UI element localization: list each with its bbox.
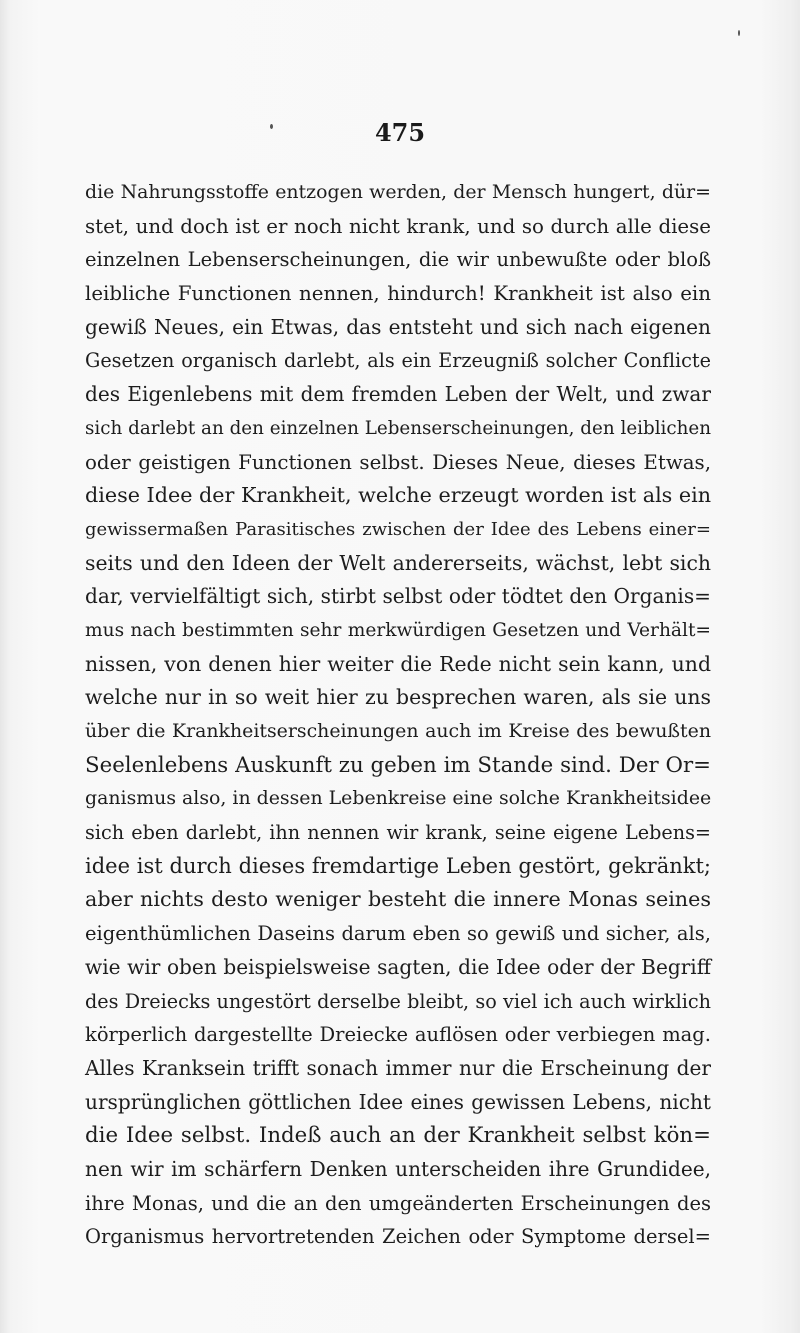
text-line: stet, und doch ist er noch nicht krank, und so durch alle diese (85, 214, 711, 238)
text-line: oder geistigen Functionen selbst. Dieses Neue, dieses Etwas, (85, 450, 711, 474)
text-line: diese Idee der Krankheit, welche erzeugt worden ist als ein (85, 483, 712, 508)
text-line: mus nach bestimmten sehr merkwürdigen Gesetzen und Verhält= (85, 619, 711, 641)
text-line: Alles Kranksein trifft sonach immer nur die Erscheinung der (85, 1055, 711, 1080)
text-line: ganismus also, in dessen Lebenkreise eine solche Krankheitsidee (85, 787, 712, 810)
text-line: dar, vervielfältigt sich, stirbt selbst oder tödtet den Organis= (85, 584, 711, 609)
text-line: seits und den Ideen der Welt andererseits, wächst, lebt sich (85, 550, 711, 575)
text-line: leibliche Functionen nennen, hindurch! Krankheit ist also ein (85, 282, 711, 306)
page-number: 475 (374, 118, 426, 147)
text-line: körperlich dargestellte Dreiecke auflösen oder verbiegen mag. (85, 1023, 711, 1047)
text-line: ihre Monas, und die an den umgeänderten Erscheinungen des (85, 1191, 711, 1215)
scan-speck (738, 30, 740, 36)
text-line: Organismus hervortretenden Zeichen oder Symptome dersel= (85, 1225, 711, 1249)
text-line: nen wir im schärfern Denken unterscheiden ihre Grundidee, (85, 1156, 711, 1181)
text-line: Gesetzen organisch darlebt, als ein Erzeugniß solcher Conflicte (85, 349, 711, 373)
text-line: sich darlebt an den einzelnen Lebenserscheinungen, den leiblichen (85, 417, 711, 439)
text-line: nissen, von denen hier weiter die Rede nicht sein kann, und (85, 651, 711, 676)
text-line: ursprünglichen göttlichen Idee eines gewissen Lebens, nicht (85, 1089, 711, 1114)
text-line: des Dreiecks ungestört derselbe bleibt, so viel ich auch wirklich (85, 989, 711, 1013)
text-line: gewiß Neues, ein Etwas, das entsteht und sich nach eigenen (85, 314, 711, 339)
text-line: welche nur in so weit hier zu besprechen waren, als sie uns (85, 685, 711, 710)
text-line: über die Krankheitserscheinungen auch im Kreise des bewußten (85, 720, 711, 742)
text-line: die Nahrungsstoffe entzogen werden, der Mensch hungert, dür= (85, 181, 711, 203)
body-text (85, 176, 711, 1254)
text-line: des Eigenlebens mit dem fremden Leben der Welt, und zwar (85, 382, 711, 407)
text-line: gewissermaßen Parasitisches zwischen der Idee des Lebens einer= (85, 518, 711, 540)
text-line: einzelnen Lebenserscheinungen, die wir unbewußte oder bloß (85, 248, 711, 272)
text-line: idee ist durch dieses fremdartige Leben gestört, gekränkt; (85, 853, 711, 878)
scan-speck (270, 124, 273, 129)
text-line: sich eben darlebt, ihn nennen wir krank, seine eigene Lebens= (85, 821, 711, 845)
text-line: eigenthümlichen Daseins darum eben so gewiß und sicher, als, (85, 922, 711, 946)
text-line: die Idee selbst. Indeß auch an der Krankheit selbst kön= (85, 1123, 711, 1149)
text-line: Seelenlebens Auskunft zu geben im Stande sind. Der Or= (85, 752, 711, 778)
text-line: aber nichts desto weniger besteht die innere Monas seines (85, 887, 711, 912)
text-line: wie wir oben beispielsweise sagten, die Idee oder der Begriff (85, 954, 711, 979)
